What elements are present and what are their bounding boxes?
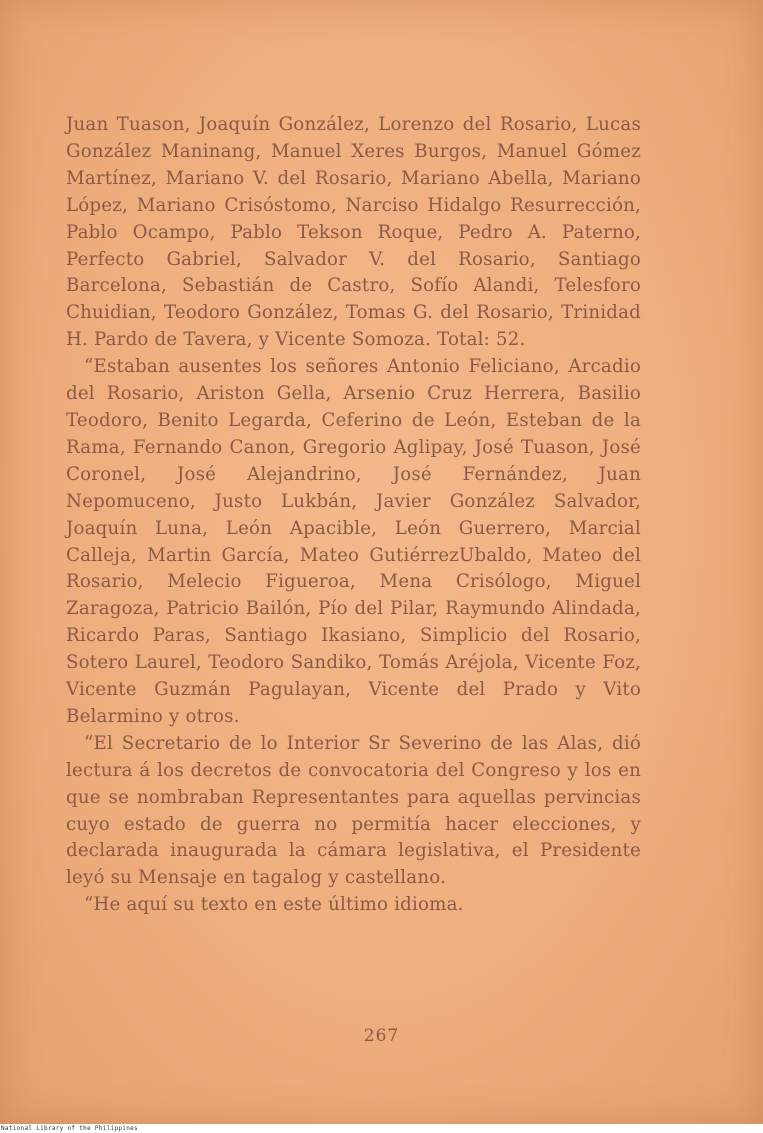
page-number: 267: [363, 1026, 400, 1046]
paragraph-text-intro: “He aquí su texto en este último idioma.: [84, 894, 464, 916]
paragraph-secretary-reading: “El Secretario de lo Interior Sr Severino de las Alas, dió lectura á los decretos de convocatoria del Congreso y los en que se nombraban Representantes para aquellas pervincias cuyo estado de guerra no permitía hacer elecciones, y declarada inaugurada la cámara legislativa, el Presidente leyó su Mensaje en tagalog y castellano.: [66, 732, 641, 889]
paragraph-names-continuation: Juan Tuason, Joaquín González, Lorenzo del Rosario, Lucas González Maninang, Manuel Xeres Burgos, Manuel Gómez Martínez, Mariano V. del Rosario, Mariano Abella, Mariano López, Mariano Crisóstomo, Narciso Hidalgo Resurrección, Pablo Ocampo, Pablo Tekson Roque, Pedro A. Paterno, Perfecto Gabriel, Salvador V. del Rosario, Santiago Barcelona, Sebastián de Castro, Sofío Alandi, Telesforo Chuidian, Teodoro González, Tomas G. del Rosario, Trinidad H. Pardo de Tavera, y Vicente Somoza. Total: 52.: [66, 114, 641, 351]
footer-bar: [0, 1124, 763, 1133]
footer-credit: National Library of the Philippines: [1, 1125, 138, 1132]
paragraph-absent-members: “Estaban ausentes los señores Antonio Feliciano, Arcadio del Rosario, Ariston Gella, Arsenio Cruz Herrera, Basilio Teodoro, Benito Legarda, Ceferino de León, Esteban de la Rama, Fernando Canon, Gregorio Aglipay, José Tuason, José Coronel, José Alejandrino, José Fernández, Juan Nepomuceno, Justo Lukbán, Javier González Salvador, Joaquín Luna, León Apacible, León Guerrero, Marcial Calleja, Martin García, Mateo GutiérrezUbaldo, Mateo del Rosario, Melecio Figueroa, Mena Crisólogo, Miguel Zaragoza, Patricio Bailón, Pío del Pilar, Raymundo Alindada, Ricardo Paras, Santiago Ikasiano, Simplicio del Rosario, Sotero Laurel, Teodoro Sandiko, Tomás Aréjola, Vicente Foz, Vicente Guzmán Pagulayan, Vicente del Prado y Vito Belarmino y otros.: [66, 356, 641, 727]
page-body: [66, 112, 641, 919]
